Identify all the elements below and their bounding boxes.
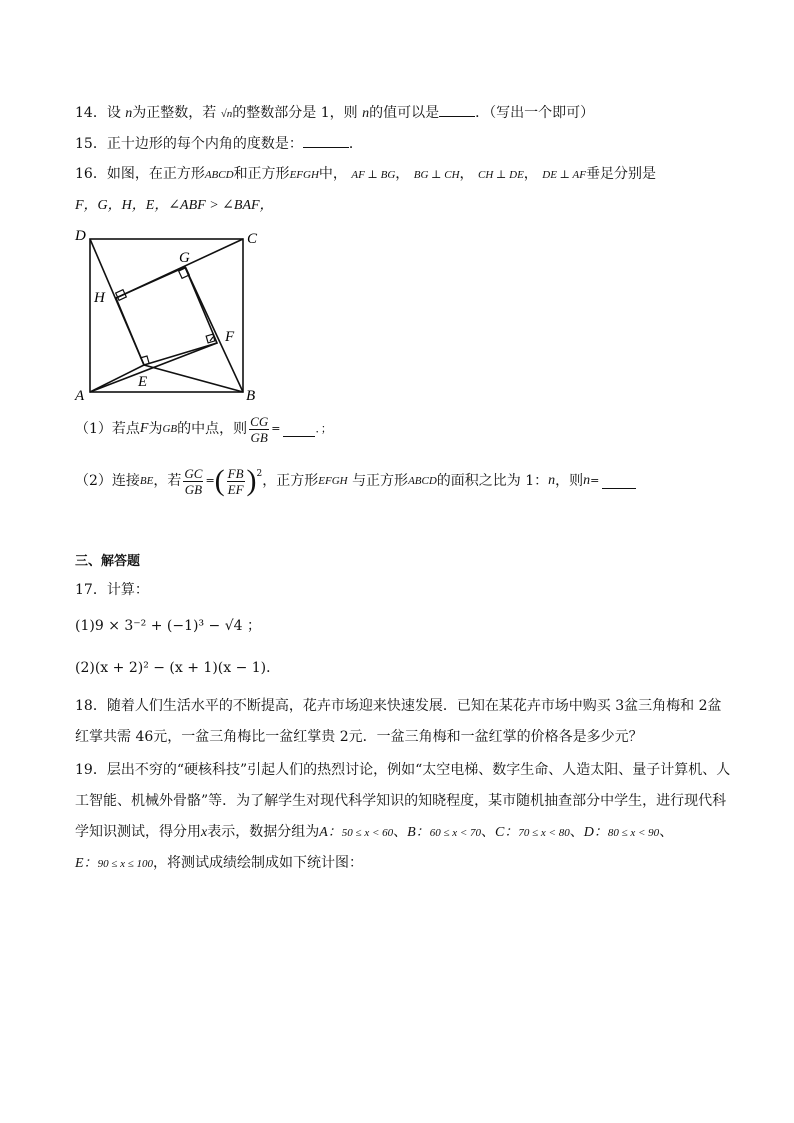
q16-number: 16．: [75, 166, 107, 182]
q16-cond-3: CH ⊥ DE: [478, 169, 524, 181]
fraction-num: GC: [184, 465, 203, 481]
label-c: C: [247, 231, 258, 247]
q14-text-d: 的值可以是: [369, 105, 440, 121]
q16-2-answer-blank[interactable]: [602, 474, 636, 489]
fraction-num: FB: [227, 465, 244, 481]
q19-line-4: [75, 853, 363, 874]
q19-line-2: 工智能、机械外骨骼”等．为了解学生对现代科学知识的知晓程度，某市随机抽查部分中学生，进行现代科: [75, 793, 727, 809]
q16-2-text2: 与正方形: [352, 473, 409, 489]
q16-2-eq2: =: [590, 474, 600, 487]
q19-range-b: 60 ≤ x < 70: [429, 827, 482, 839]
q18-line-1: 18．随着人们生活水平的不断提高，花卉市场迎来快速发展．已知在某花卉市场中购买 3盆三角梅和 2盆: [75, 698, 722, 714]
q16-cond-2: BG ⊥ CH: [413, 169, 460, 181]
fraction-den: GB: [250, 429, 268, 445]
q15-number: 15．: [75, 136, 107, 152]
q17-part-2: (2)(x + 2)² − (x + 1)(x − 1)．: [75, 660, 281, 676]
q14-text-e: ．（写出一个即可）: [475, 105, 595, 121]
q19-text-a: 学知识测试，得分用: [75, 824, 201, 840]
q16-1-answer-blank[interactable]: [283, 422, 315, 437]
label-e: E: [138, 374, 148, 390]
q16-and: 和正方形: [233, 166, 290, 182]
fraction-cg-gb: [249, 414, 269, 445]
q16-cond-4: DE ⊥ AF: [542, 169, 586, 181]
q16-1-mid: 为: [148, 421, 163, 437]
q16-1-f: F: [139, 421, 149, 436]
q19-group-e: E：: [75, 856, 98, 871]
label-h: H: [94, 290, 105, 306]
q17-part-1: (1)9 × 3⁻² + (−1)³ − √4 ；: [75, 618, 261, 634]
fraction-den: GB: [184, 481, 203, 497]
q16-abcd: ABCD: [204, 169, 234, 181]
line-ae: [90, 365, 144, 392]
q16-2-n2: n: [583, 473, 591, 488]
q14-number: 14．: [75, 105, 107, 121]
label-f: F: [225, 329, 235, 345]
exponent: 2: [256, 469, 263, 479]
q19-text-b: 表示，数据分组为: [207, 824, 320, 840]
q16-2-abcd: ABCD: [408, 475, 437, 487]
question-16-line2: F，G，H，E，∠ABF > ∠BAF，: [75, 198, 274, 213]
square-diagram: [72, 225, 272, 405]
q15-answer-blank[interactable]: [303, 133, 349, 148]
q16-in: 中，: [318, 166, 347, 182]
q16-2-prefix: （2）连接: [75, 473, 140, 489]
fraction-num: CG: [250, 413, 269, 429]
q16-2-comma: ，若: [153, 473, 182, 489]
line-eb: [144, 365, 243, 392]
fraction-den: EF: [227, 481, 244, 497]
square-abcd: [90, 239, 243, 392]
q16-tail: 垂足分别是: [586, 166, 656, 182]
label-b: B: [246, 388, 256, 404]
q19-line-1: 19．层出不穷的“硬核科技”引起人们的热烈讨论，例如“太空电梯、数字生命、人造太阳、量子计算机、人: [75, 762, 731, 778]
q17-text: 计算：: [106, 582, 149, 598]
q16-2-efgh: EFGH: [318, 475, 348, 487]
q14-sqrt-n: √n: [220, 108, 233, 120]
q16-text: 如图，在正方形: [106, 166, 205, 182]
q16-2-text4: ，则: [555, 473, 584, 489]
label-g: G: [179, 250, 190, 266]
question-15: [75, 133, 363, 154]
q19-group-b: B：: [407, 825, 430, 840]
q15-end: ．: [348, 136, 363, 152]
q16-2-n: n: [548, 473, 556, 488]
q16-2-be: BE: [139, 475, 154, 487]
q16-1-text2: 的中点，则: [177, 421, 248, 437]
question-16-line1: 16．如图，在正方形ABCD和正方形EFGH中， AF ⊥ BG， BG ⊥ CH， CH ⊥ DE， DE ⊥ AF垂足分别是: [75, 166, 656, 182]
q14-n-2: n: [362, 106, 370, 121]
q16-cond-1: AF ⊥ BG: [351, 169, 396, 181]
q16-1-eq: =: [271, 422, 281, 435]
question-14: [75, 102, 594, 124]
q19-range-d: 80 ≤ x < 90: [607, 827, 660, 839]
q19-x: x: [201, 825, 208, 840]
q19-group-a: A：: [319, 825, 342, 840]
fraction-gc-gb: [183, 466, 203, 497]
q14-text-b: 为正整数，若: [132, 105, 217, 121]
square-efgh: [116, 267, 217, 365]
q19-text-end: ，将测试成绩绘制成如下统计图：: [153, 855, 364, 871]
q19-range-a: 50 ≤ x < 60: [341, 827, 394, 839]
q14-answer-blank[interactable]: [439, 102, 475, 117]
label-d: D: [75, 228, 86, 244]
q16-1-gb: GB: [162, 423, 178, 435]
q19-group-c: C：: [495, 825, 519, 840]
q16-1-end: ．；: [315, 422, 332, 435]
paren-right: ): [246, 464, 257, 497]
q16-part-2: [75, 462, 636, 500]
q15-text: 正十边形的每个内角的度数是：: [106, 136, 303, 152]
question-17: [75, 580, 149, 600]
q17-number: 17．: [75, 582, 107, 598]
q16-1-prefix: （1）若点: [75, 421, 140, 437]
q16-efgh: EFGH: [289, 169, 319, 181]
q16-2-text: ，正方形: [262, 473, 319, 489]
section-heading: 三、解答题: [75, 554, 141, 569]
fraction-fb-ef: [227, 466, 245, 497]
q19-group-d: D：: [583, 825, 608, 840]
q14-text-a: 设: [106, 105, 121, 121]
q14-n: n: [125, 106, 133, 121]
q19-range-c: 70 ≤ x < 80: [518, 827, 570, 839]
q16-2-text3: 的面积之比为 1：: [436, 473, 549, 489]
q14-text-c: 的整数部分是 1，则: [232, 105, 358, 121]
q19-range-e: 90 ≤ x ≤ 100: [97, 858, 154, 870]
q19-line-3: 学知识测试，得分用x表示，数据分组为A：50 ≤ x < 60、B：60 ≤ x < 70、C：70 ≤ x < 80、D：80 ≤ x < 90、: [75, 824, 674, 840]
q16-part-1: [75, 412, 332, 446]
right-angle-f-box: [206, 334, 215, 343]
right-angle-f: [210, 337, 213, 341]
q16-2-eq: =: [205, 474, 215, 487]
label-a: A: [75, 388, 85, 404]
paren-left: (: [214, 464, 225, 497]
q18-line-2: 红掌共需 46元，一盆三角梅比一盆红掌贵 2元．一盆三角梅和一盆红掌的价格各是多少元？: [75, 729, 643, 745]
